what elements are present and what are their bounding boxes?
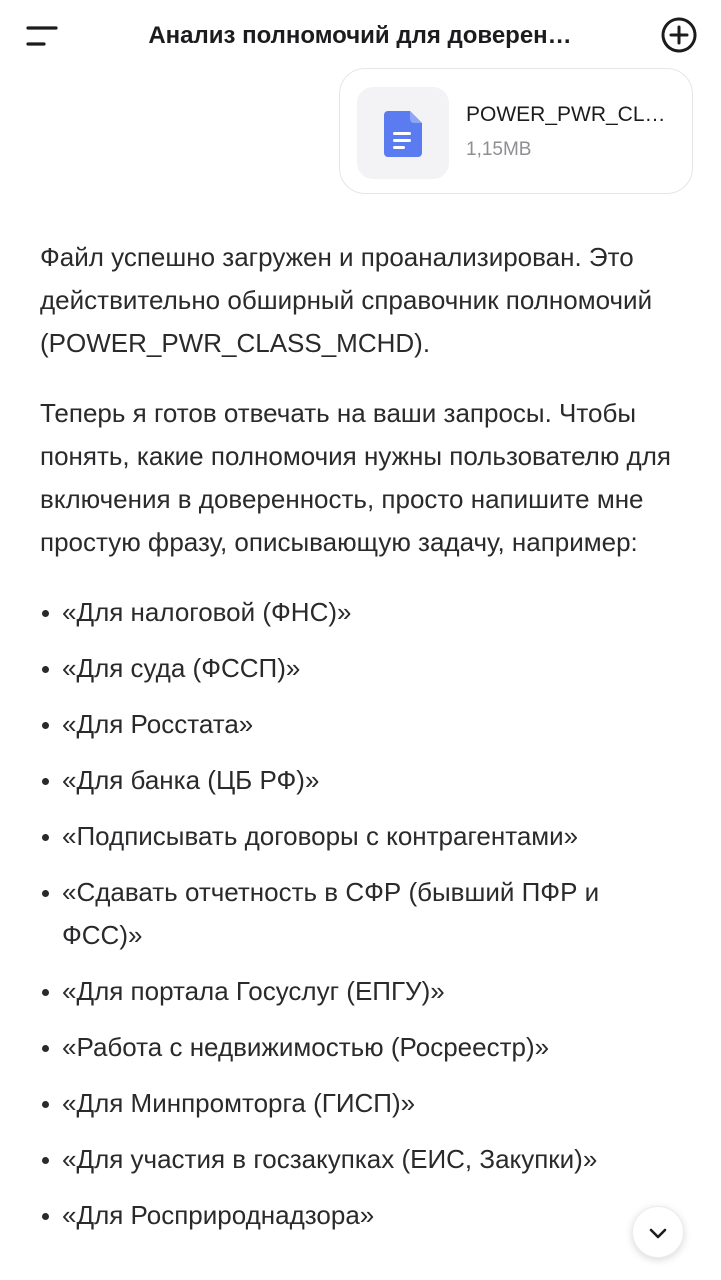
chevron-down-icon bbox=[647, 1222, 669, 1244]
message-paragraph: Файл успешно загружен и проанализирован. Это действительно обширный справочник полномочий (POWER_PWR_CLASS_MCHD). bbox=[40, 242, 653, 358]
top-bar bbox=[0, 0, 721, 70]
list-item: «Для суда (ФССП)» bbox=[40, 647, 680, 690]
list-item: «Для налоговой (ФНС)» bbox=[40, 591, 680, 634]
list-item: «Для Росстата» bbox=[40, 703, 680, 746]
list-item: «Для банка (ЦБ РФ)» bbox=[40, 759, 680, 802]
chat-title: Анализ полномочий для доверен… bbox=[148, 22, 572, 49]
list-item: «Для участия в госзакупках (ЕИС, Закупки)» bbox=[40, 1138, 680, 1181]
list-item: «Для Росприроднадзора» bbox=[40, 1194, 680, 1237]
list-item: «Сдавать отчетность в СФР (бывший ПФР и ФСС)» bbox=[40, 871, 680, 957]
list-item: «Работа с недвижимостью (Росреестр)» bbox=[40, 1026, 680, 1069]
message-paragraph: Теперь я готов отвечать на ваши запросы. Чтобы понять, какие полномочия нужны пользователю для включения в доверенность, просто напишите мне простую фразу, описывающую задачу, например: bbox=[40, 398, 671, 557]
assistant-message bbox=[40, 236, 680, 1250]
example-list bbox=[40, 591, 680, 1237]
document-icon bbox=[384, 111, 422, 157]
new-chat-button[interactable] bbox=[660, 16, 698, 54]
list-item: «Подписывать договоры с контрагентами» bbox=[40, 815, 680, 858]
menu-icon bbox=[22, 18, 62, 54]
file-name: POWER_PWR_CL… bbox=[466, 103, 666, 126]
file-attachment-card[interactable] bbox=[339, 68, 693, 194]
scroll-to-bottom-button[interactable] bbox=[632, 1206, 684, 1258]
list-item: «Для портала Госуслуг (ЕПГУ)» bbox=[40, 970, 680, 1013]
plus-circle-icon bbox=[660, 16, 698, 54]
list-item: «Для Минпромторга (ГИСП)» bbox=[40, 1082, 680, 1125]
menu-button[interactable] bbox=[22, 18, 62, 54]
file-icon-container bbox=[357, 87, 449, 179]
file-size: 1,15MB bbox=[466, 139, 532, 160]
